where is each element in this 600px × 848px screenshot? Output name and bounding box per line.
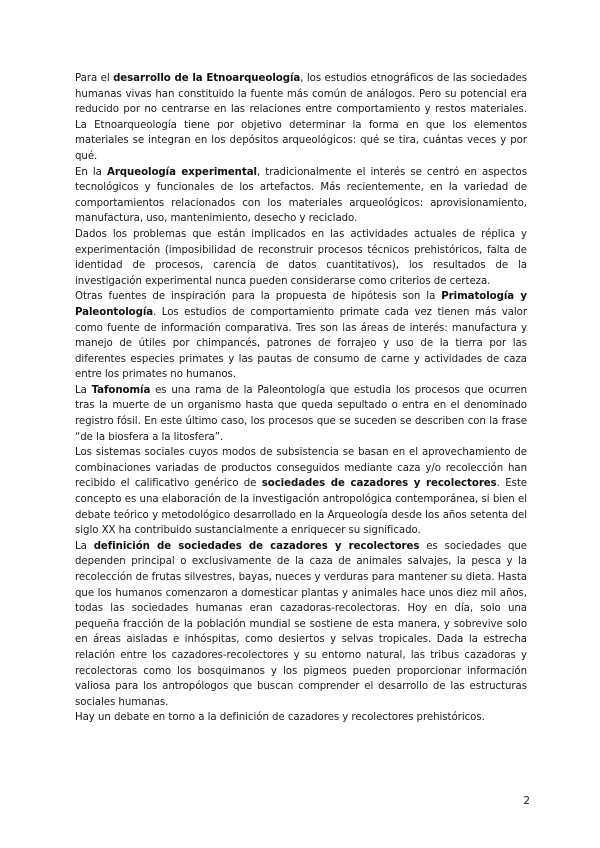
bold-term: definición de sociedades de cazadores y recolectores [93, 540, 420, 552]
paragraph [75, 383, 527, 445]
paragraph-text: La [75, 540, 94, 552]
bold-term: desarrollo de la Etnoarqueología [113, 73, 301, 84]
paragraph-text: Hay un debate en torno a la definición de cazadores y recolectores prehistóricos. [75, 712, 485, 724]
paragraph-text: Los sistemas sociales cuyos modos de subsistencia se basan en el aprovechamiento de combinaciones variadas de productos conseguidos mediante caza y/o recolección han recibido el calificativo genérico de [75, 447, 527, 490]
paragraph-text: . Los estudios de comportamiento primate cada vez tienen más valor como fuente de información comparativa. Tres son las áreas de interés: manufactura y manejo de útiles por chimpancés, patrones de forrajeo y uso de la tierra por las diferentes especies primates y las pautas de consumo de carne y actividades de caza entre los primates no humanos. [75, 306, 527, 381]
paragraph-text: En la [75, 166, 107, 178]
page-number: 2 [523, 795, 530, 807]
body-text [75, 71, 527, 726]
bold-term: Primatología y Paleontología [75, 291, 527, 318]
bold-term: Tafonomía [91, 384, 151, 396]
paragraph-text: , los estudios etnográficos de las sociedades humanas vivas han constituido la fuente más común de análogos. Pero su potencial era reducido por no centrarse en las relaciones entre comportamiento y restos materiales. La Etnoarqueología tiene por objetivo determinar la forma en que los elementos materiales se integran en los depósitos arqueológicos: qué se tira, cuántas veces y por qué. [75, 73, 527, 162]
paragraph [75, 445, 527, 539]
paragraph [75, 165, 527, 227]
paragraph [75, 71, 527, 165]
paragraph [75, 289, 527, 383]
paragraph [75, 227, 527, 289]
paragraph [75, 539, 527, 711]
paragraph-text: , tradicionalmente el interés se centró en aspectos tecnológicos y funcionales de los artefactos. Más recientemente, en la variedad de comportamientos relacionados con los materiales arqueológicos: aprovisionamiento, manufactura, uso, mantenimiento, desecho y reciclado. [75, 166, 527, 225]
bold-term: Arqueología experimental [106, 166, 257, 178]
paragraph-text: es sociedades que dependen principal o exclusivamente de la caza de animales salvajes, la pesca y la recolección de frutas silvestres, bayas, nueces y verduras para mantener su dieta. Hasta que los humanos comenzaron a domesticar plantas y animales hace unos diez mil años, todas las sociedades humanas eran cazadoras-recolectoras. Hoy en día, solo una pequeña fracción de la población mundial se sostiene de esta manera, y sobrevive solo en áreas aisladas e inhóspitas, como desiertos y selvas tropicales. Dada la estrecha relación entre los cazadores-recolectores y su entorno natural, las tribus cazadoras y recolectoras como los bosquimanos y los pigmeos pueden proporcionar información valiosa para los antropólogos que buscan comprender el desarrollo de las estructuras sociales humanas. [75, 540, 527, 708]
paragraph-text: La [75, 384, 92, 396]
paragraph-text: Otras fuentes de inspiración para la propuesta de hipótesis son la [75, 291, 442, 303]
paragraph-text: es una rama de la Paleontología que estudia los procesos que ocurren tras la muerte de un organismo hasta que queda sepultado o entra en el denominado registro fósil. En este último caso, los procesos que se suceden se describen con la frase “de la biosfera a la litosfera”. [75, 384, 527, 443]
paragraph-text: Para el [75, 73, 114, 84]
paragraph-text: Dados los problemas que están implicados en las actividades actuales de réplica y experimentación (imposibilidad de reconstruir procesos técnicos prehistóricos, falta de identidad de procesos, carencia de datos cuantitativos), los resultados de la investigación experimental nunca pueden considerarse como criterios de certeza. [75, 228, 527, 287]
paragraph-text: . Este concepto es una elaboración de la investigación antropológica contemporánea, si bien el debate teórico y metodológico desarrollado en la Arqueología desde los años setenta del siglo XX ha contribuido sustancialmente a enriquecer su significado. [75, 478, 528, 537]
paragraph [75, 710, 527, 726]
bold-term: sociedades de cazadores y recolectores [261, 478, 497, 490]
